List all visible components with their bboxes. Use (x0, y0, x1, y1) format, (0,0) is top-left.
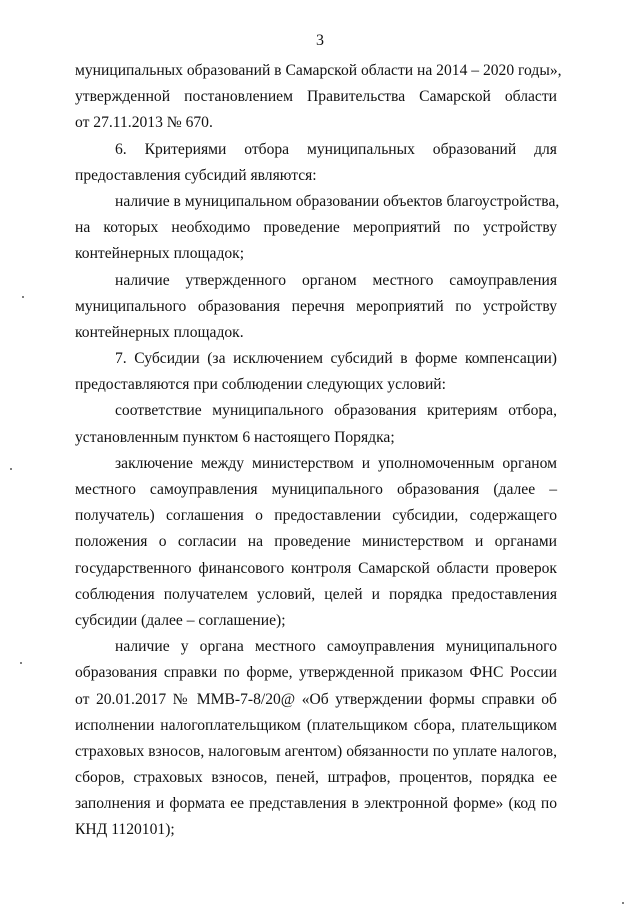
scan-speck (622, 902, 624, 904)
text-line: КНД 1120101); (75, 821, 175, 839)
text-line: местного самоуправления муниципального образования (далее – (75, 481, 557, 498)
text-line: на которых необходимо проведение мероприятий по устройству (75, 219, 557, 237)
text-line: получатель) соглашения о предоставлении субсидии, содержащего (75, 507, 557, 525)
scan-speck (10, 468, 12, 470)
text-line: наличие в муниципальном образовании объектов благоустройства, (115, 192, 560, 210)
text-line: предоставляются при соблюдении следующих условий: (75, 376, 446, 394)
page-number: 3 (316, 32, 324, 49)
text-line: заполнения и формата ее представления в электронной форме» (код по (75, 795, 557, 813)
text-line: от 27.11.2013 № 670. (75, 114, 213, 132)
text-line: утвержденной постановлением Правительства Самарской области (75, 88, 557, 106)
text-line: государственного финансового контроля Самарской области проверок (75, 559, 557, 577)
text-line: исполнении налогоплательщиком (плательщиком сбора, плательщиком (75, 716, 557, 734)
text-line: 7. Субсидии (за исключением субсидий в форме компенсации) (115, 350, 557, 368)
text-line: сборов, страховых взносов, пеней, штрафов, процентов, порядка ее (75, 769, 557, 787)
text-line: соответствие муниципального образования критериям отбора, (115, 402, 557, 420)
text-line: от 20.01.2017 № ММВ-7-8/20@ «Об утверждении формы справки об (75, 690, 557, 708)
text-line: муниципального образования перечня мероприятий по устройству (75, 297, 557, 315)
text-line: положения о согласии на проведение министерством и органами (75, 533, 557, 551)
text-line: заключение между министерством и уполномоченным органом (115, 454, 557, 472)
text-line: наличие у органа местного самоуправления муниципального (115, 638, 557, 656)
text-line: субсидии (далее – соглашение); (75, 611, 286, 629)
text-line: предоставления субсидий являются: (75, 166, 317, 184)
text-line: образования справки по форме, утвержденной приказом ФНС России (75, 664, 557, 682)
document-body (75, 58, 562, 844)
text-line: муниципальных образований в Самарской области на 2014 – 2020 годы», (75, 62, 562, 79)
text-line: контейнерных площадок. (75, 323, 244, 341)
text-line: 6. Критериями отбора муниципальных образований для (115, 140, 557, 158)
text-line: контейнерных площадок; (75, 245, 245, 263)
scan-speck (20, 662, 22, 664)
text-line: соблюдения получателем условий, целей и порядка предоставления (75, 585, 557, 603)
scan-speck (22, 296, 24, 298)
text-line: страховых взносов, налоговым агентом) обязанности по уплате налогов, (75, 742, 557, 760)
text-line: наличие утвержденного органом местного самоуправления (115, 271, 557, 289)
text-line: установленным пунктом 6 настоящего Порядка; (75, 428, 395, 446)
